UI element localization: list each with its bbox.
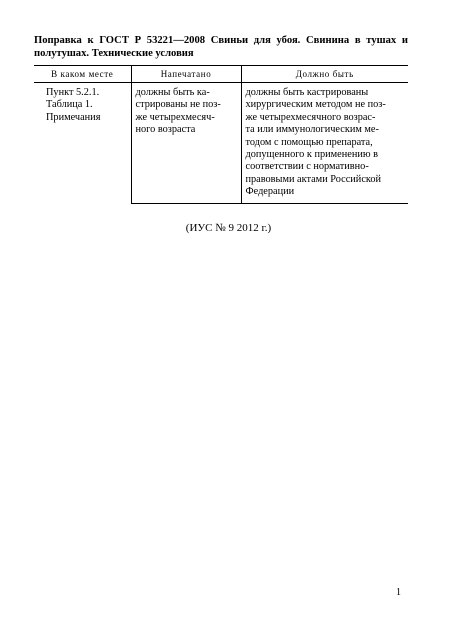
document-title: Поправка к ГОСТ Р 53221—2008 Свиньи для убоя. Свинина в тушах и полутушах. Технические условия <box>34 35 408 59</box>
should-be-line: допущенного к применению в <box>245 149 378 161</box>
cell-printed <box>131 83 241 204</box>
place-line: Таблица 1. <box>46 99 93 111</box>
should-be-line: хирургическим методом не поз- <box>245 99 386 111</box>
printed-line: должны быть ка- <box>135 87 210 98</box>
should-be-line: соответствии с нормативно- <box>245 161 369 173</box>
page-number: 1 <box>396 587 401 598</box>
source-reference: (ИУС № 9 2012 г.) <box>185 222 272 234</box>
printed-line: стрированы не поз- <box>135 99 221 111</box>
should-be-line: должны быть кастрированы <box>245 87 369 98</box>
correction-table <box>34 65 408 204</box>
header-should-be: Должно быть <box>241 66 408 83</box>
table-header-row <box>34 66 408 83</box>
place-line: Пункт 5.2.1. <box>46 87 100 98</box>
should-be-line: Федерации <box>245 186 295 198</box>
place-line: Примечания <box>46 111 101 123</box>
should-be-line: та или иммунологическим ме- <box>245 124 379 136</box>
printed-line: ного возраста <box>135 124 196 136</box>
cell-place <box>34 83 131 204</box>
should-be-line: же четырехмесячного возрас- <box>245 111 376 123</box>
header-place: В каком месте <box>34 66 131 83</box>
header-printed: Напечатано <box>131 66 241 83</box>
should-be-line: правовыми актами Российской <box>245 173 382 185</box>
printed-line: же четырехмесяч- <box>135 111 215 123</box>
table-row <box>34 83 408 204</box>
cell-should-be <box>241 83 408 204</box>
should-be-line: тодом с помощью препарата, <box>245 136 373 148</box>
